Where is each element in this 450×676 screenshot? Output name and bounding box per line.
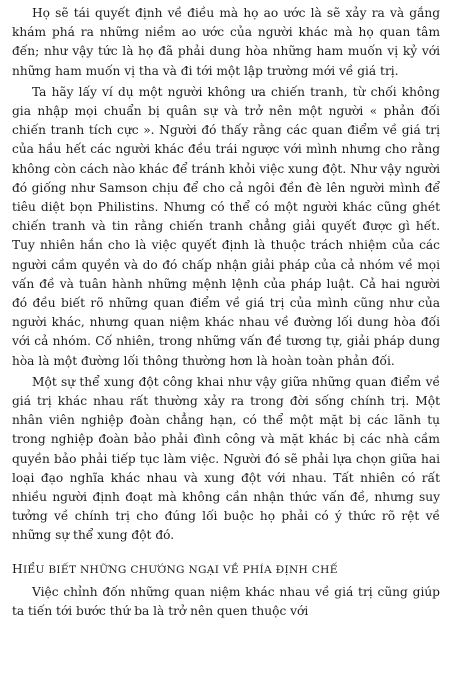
- paragraph-1: Họ sẽ tái quyết định về điều mà họ ao ước là sẽ xảy ra và gắng khám phá ra những niềm ao ước của người khác mà họ quan tâm đến; như vậy tức là họ đã phải dung hòa những ham muốn vị kỷ với những ham muốn vị tha và đi tới một lập trường mới về giá trị.: [12, 6, 440, 78]
- section-heading-text: IỂU BIẾT NHỮNG CHƯỚNG NGẠI VỀ PHÍA ĐỊNH CHẾ: [22, 563, 338, 576]
- paragraph-2: Ta hãy lấy ví dụ một người không ưa chiến tranh, từ chối không gia nhập mọi chuẩn bị quân sự và trở nên một người « phản đối chiến tranh tích cực ». Người đó thấy rằng các quan điểm về giá trị của hầu hết các người khác đều trái ngược với mình nhưng cho rằng không còn cách nào khác để tránh khỏi việc xung đột. Như vậy người đó giống như Samson chịu để cho cả ngôi đền đè lên người mình để tiêu diệt bọn Philistins. Nhưng có thể có một người khác cũng ghét chiến tranh và tin rằng chiến tranh chẳng giải quyết được gì hết. Tuy nhiên hắn cho là việc quyết định là thuộc trách nhiệm của các người cầm quyền và do đó chấp nhận giải pháp của cả nhóm về mọi vấn đề và tuân hành những mệnh lệnh của pháp luật. Cả hai người đó đều biết rõ những quan điểm về giá trị của mình cũng như của người khác, nhưng quan niệm khác nhau về đường lối dung hòa đối với cả nhóm. Cố nhiên, trong những vấn đề tương tự, giải pháp dung hòa là một đường lối thông thường hơn là hoàn toàn phản đối.: [12, 84, 440, 368]
- paragraph-4: Việc chỉnh đốn những quan niệm khác nhau về giá trị cũng giúp ta tiến tới bước thứ ba là trở nên quen thuộc với: [12, 584, 440, 618]
- section-heading: [12, 560, 440, 579]
- section-heading-initial: H: [12, 561, 23, 576]
- book-page: [12, 4, 440, 623]
- paragraph-3: Một sự thể xung đột công khai như vậy giữa những quan điểm về giá trị khác nhau rất thường xảy ra trong đời sống chính trị. Một nhân viên nghiệp đoàn chẳng hạn, có thể một mặt bị các lãnh tụ trong nghiệp đoàn bảo phải đình công và mặt khác bị các nhà cầm quyền bảo phải tiếp tục làm việc. Người đó sẽ phải lựa chọn giữa hai loại đạo nghĩa khác nhau và xung đột với nhau. Tất nhiên có rất nhiều người định đoạt mà không cần nhận thức vấn đề, nhưng suy tưởng về chính trị cho đúng lối buộc họ phải có ý thức rõ rệt về những sự thể xung đột đó.: [12, 374, 440, 543]
